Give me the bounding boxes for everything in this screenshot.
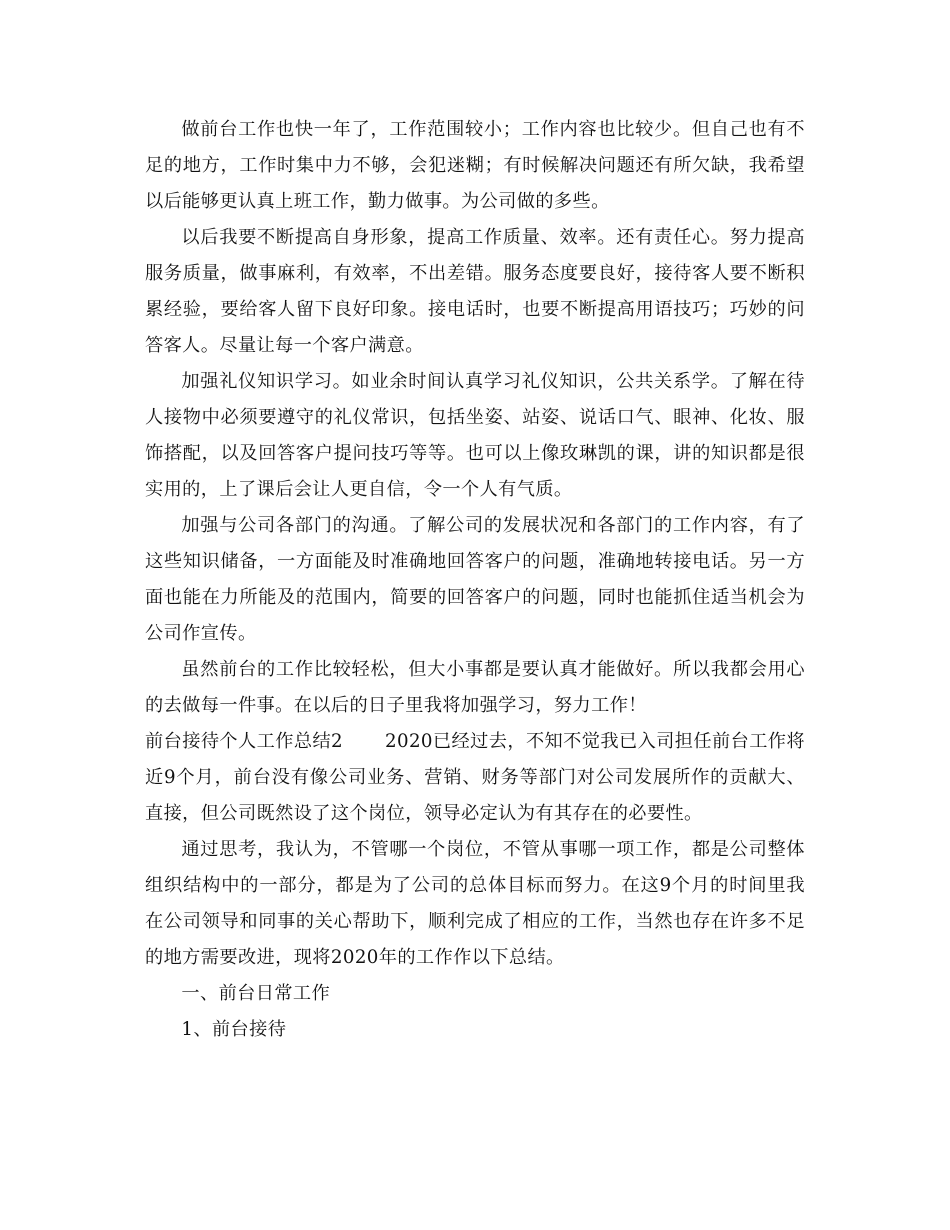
paragraph: 加强与公司各部门的沟通。了解公司的发展状况和各部门的工作内容，有了这些知识储备，一方面能及时准确地回答客户的问题，准确地转接电话。另一方面也能在力所能及的范围内，简要的回答客户的问题，同时也能抓住适当机会为公司作宣传。: [145, 515, 805, 644]
section-intro: 2020已经过去，不知不觉我已入司担任前台工作将近9个月，前台没有像公司业务、营销、财务等部门对公司发展所作的贡献大、直接，但公司既然设了这个岗位，领导必定认为有其存在的必要性。: [145, 731, 805, 824]
section-paragraph: [145, 724, 805, 832]
paragraph: 以后我要不断提高自身形象，提高工作质量、效率。还有责任心。努力提高服务质量，做事麻利，有效率，不出差错。服务态度要良好，接待客人要不断积累经验，要给客人留下良好印象。接电话时，也要不断提高用语技巧；巧妙的问答客人。尽量让每一个客户满意。: [145, 227, 805, 356]
document-body: [145, 112, 805, 1048]
subheading: 1、前台接待: [181, 1019, 287, 1040]
paragraph: 通过思考，我认为，不管哪一个岗位，不管从事哪一项工作，都是公司整体组织结构中的一部分，都是为了公司的总体目标而努力。在这9个月的时间里我在公司领导和同事的关心帮助下，顺利完成了相应的工作，当然也存在许多不足的地方需要改进，现将2020年的工作作以下总结。: [145, 839, 805, 968]
section-heading: 前台接待个人工作总结2: [145, 731, 344, 752]
paragraph: 虽然前台的工作比较轻松，但大小事都是要认真才能做好。所以我都会用心的去做每一件事。在以后的日子里我将加强学习，努力工作！: [145, 659, 805, 716]
paragraph: 做前台工作也快一年了，工作范围较小；工作内容也比较少。但自己也有不足的地方，工作时集中力不够，会犯迷糊；有时候解决问题还有所欠缺，我希望以后能够更认真上班工作，勤力做事。为公司做的多些。: [145, 119, 805, 212]
paragraph: 加强礼仪知识学习。如业余时间认真学习礼仪知识，公共关系学。了解在待人接物中必须要遵守的礼仪常识，包括坐姿、站姿、说话口气、眼神、化妆、服饰搭配，以及回答客户提问技巧等等。也可以上像玫琳凯的课，讲的知识都是很实用的，上了课后会让人更自信，令一个人有气质。: [145, 371, 805, 500]
subheading: 一、前台日常工作: [181, 983, 331, 1004]
